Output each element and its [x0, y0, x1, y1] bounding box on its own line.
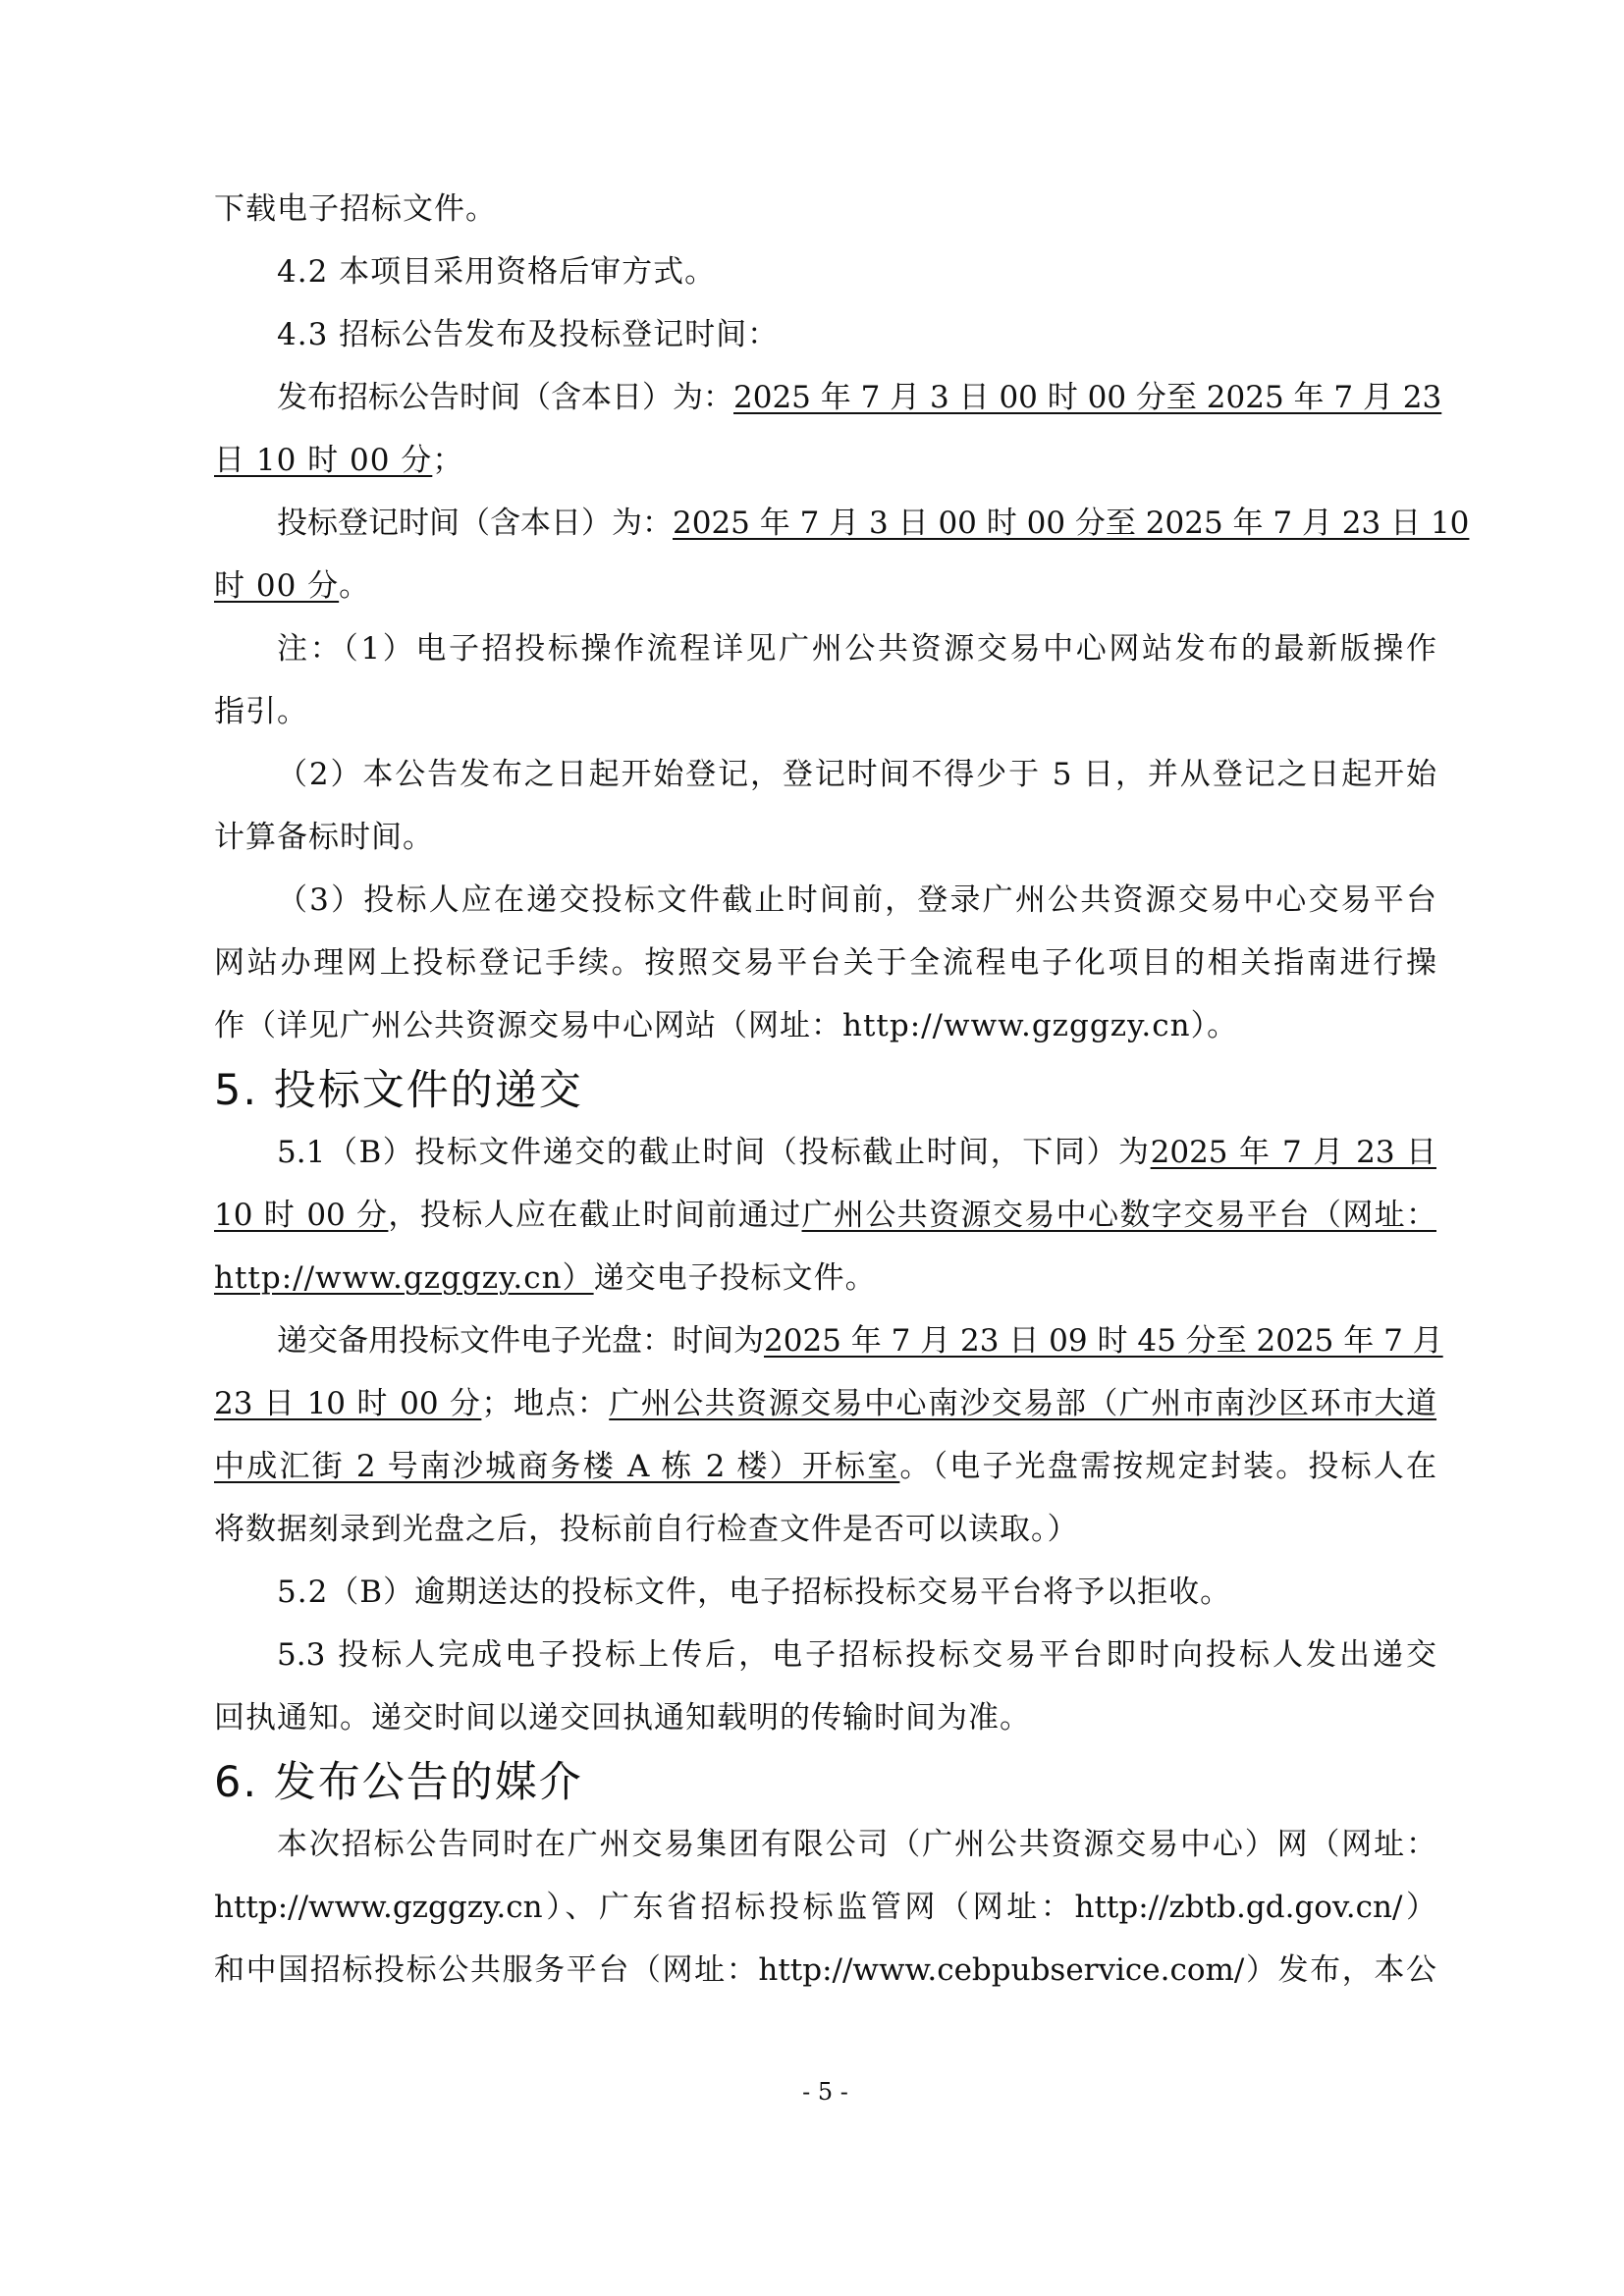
text-run: （2）本公告发布之日起开始登记，登记时间不得少于 5 日，并从登记之日起开始: [277, 757, 1436, 792]
text-run: 5.2（B）逾期送达的投标文件，电子招标投标交易平台将予以拒收。: [277, 1575, 1232, 1610]
text-run: 4.3 招标公告发布及投标登记时间：: [277, 317, 780, 352]
text-run: 网站办理网上投标登记手续。按照交易平台关于全流程电子化项目的相关指南进行操: [214, 945, 1436, 981]
document-page: [214, 0, 1470, 2296]
underlined-date: 10 时 00 分: [214, 1198, 389, 1233]
text-run: 投标登记时间（含本日）为：: [277, 506, 673, 541]
underlined-date: 2025 年 7 月 3 日 00 时 00 分至 2025 年 7 月 23: [733, 380, 1442, 415]
underlined-date: 日 10 时 00 分: [214, 443, 433, 478]
text-run: 发布招标公告时间（含本日）为：: [277, 380, 733, 415]
text-run: 。: [339, 568, 371, 604]
register-time-line: [277, 504, 1470, 543]
text-run: 作（详见广州公共资源交易中心网站（网址：http://www.gzggzy.cn）。: [214, 1008, 1239, 1043]
text-run: 计算备标时间。: [214, 820, 434, 855]
media-paragraph-end: [214, 1950, 1436, 1990]
underlined-location: 中成汇街 2 号南沙城商务楼 A 栋 2 楼）开标室: [214, 1449, 900, 1484]
note-2-line: [277, 755, 1436, 794]
note-3-line: [277, 881, 1436, 920]
paragraph-line: [214, 189, 497, 229]
publish-time-line-cont: [214, 441, 463, 480]
publish-time-line: [277, 378, 1442, 417]
text-run: 5.3 投标人完成电子投标上传后，电子招标投标交易平台即时向投标人发出递交: [277, 1637, 1436, 1673]
paragraph-5-1-cont: [214, 1196, 1436, 1235]
text-run: 递交备用投标文件电子光盘：时间为: [277, 1323, 764, 1359]
text-run: ；: [432, 443, 464, 478]
paragraph-5-1: [277, 1133, 1436, 1172]
underlined-date: 时 00 分: [214, 568, 340, 604]
heading-text: 6. 发布公告的媒介: [214, 1758, 583, 1807]
text-run: 和中国招标投标公共服务平台（网址：http://www.cebpubservice.com/）发布，本公: [214, 1952, 1436, 1988]
media-paragraph: [277, 1825, 1436, 1864]
text-run: （3）投标人应在递交投标文件截止时间前，登录广州公共资源交易中心交易平台: [277, 882, 1436, 918]
section-heading-5: [214, 1063, 583, 1118]
paragraph-5-3: [277, 1635, 1436, 1675]
text-run: 4.2 本项目采用资格后审方式。: [277, 254, 717, 290]
text-run: 。（电子光盘需按规定封装。投标人在: [899, 1449, 1436, 1484]
page-number: - 5 -: [802, 2078, 848, 2106]
heading-text: 5. 投标文件的递交: [214, 1066, 583, 1115]
underlined-platform: 广州公共资源交易中心数字交易平台（网址：: [801, 1198, 1436, 1233]
text-run: 将数据刻录到光盘之后，投标前自行检查文件是否可以读取。）: [214, 1512, 1079, 1547]
underlined-location: 广州公共资源交易中心南沙交易部（广州市南沙区环市大道: [609, 1386, 1437, 1421]
text-run: 指引。: [214, 694, 308, 729]
media-paragraph-cont: [214, 1888, 1436, 1927]
underlined-date: 2025 年 7 月 23 日 09 时 45 分至 2025 年 7 月: [764, 1323, 1443, 1359]
text-run: http://www.gzggzy.cn）、广东省招标投标监管网（网址：http://zbtb.gd.gov.cn/）: [214, 1890, 1436, 1925]
note-2-line-cont: [214, 818, 434, 857]
underlined-url: http://www.gzggzy.cn）: [214, 1260, 594, 1296]
text-run: ；地点：: [481, 1386, 610, 1421]
note-3-line-end: [214, 1006, 1238, 1045]
note-3-line-cont: [214, 943, 1436, 983]
backup-disc-line-end: [214, 1510, 1079, 1549]
underlined-date: 23 日 10 时 00 分: [214, 1386, 482, 1421]
underlined-date: 2025 年 7 月 3 日 00 时 00 分至 2025 年 7 月 23 日 10: [673, 506, 1470, 541]
text-run: 下载电子招标文件。: [214, 191, 497, 227]
paragraph-5-2: [277, 1573, 1231, 1612]
paragraph-5-1-end: [214, 1258, 877, 1298]
register-time-line-cont: [214, 566, 370, 606]
text-run: 回执通知。递交时间以递交回执通知载明的传输时间为准。: [214, 1700, 1031, 1735]
underlined-date: 2025 年 7 月 23 日: [1150, 1135, 1436, 1170]
text-run: 递交电子投标文件。: [593, 1260, 877, 1296]
text-run: 本次招标公告同时在广州交易集团有限公司（广州公共资源交易中心）网（网址：: [277, 1827, 1436, 1862]
paragraph-5-3-cont: [214, 1698, 1031, 1737]
paragraph-4-2: [277, 252, 716, 292]
note-1-line: [277, 629, 1436, 668]
text-run: ，投标人应在截止时间前通过: [388, 1198, 802, 1233]
section-heading-6: [214, 1755, 583, 1810]
backup-disc-line-location: [214, 1447, 1436, 1486]
backup-disc-line: [277, 1321, 1443, 1361]
note-1-line-cont: [214, 692, 308, 731]
text-run: 5.1（B）投标文件递交的截止时间（投标截止时间，下同）为: [277, 1135, 1151, 1170]
text-run: 注：（1）电子招投标操作流程详见广州公共资源交易中心网站发布的最新版操作: [277, 631, 1436, 667]
paragraph-4-3: [277, 315, 779, 354]
backup-disc-line-cont: [214, 1384, 1436, 1423]
